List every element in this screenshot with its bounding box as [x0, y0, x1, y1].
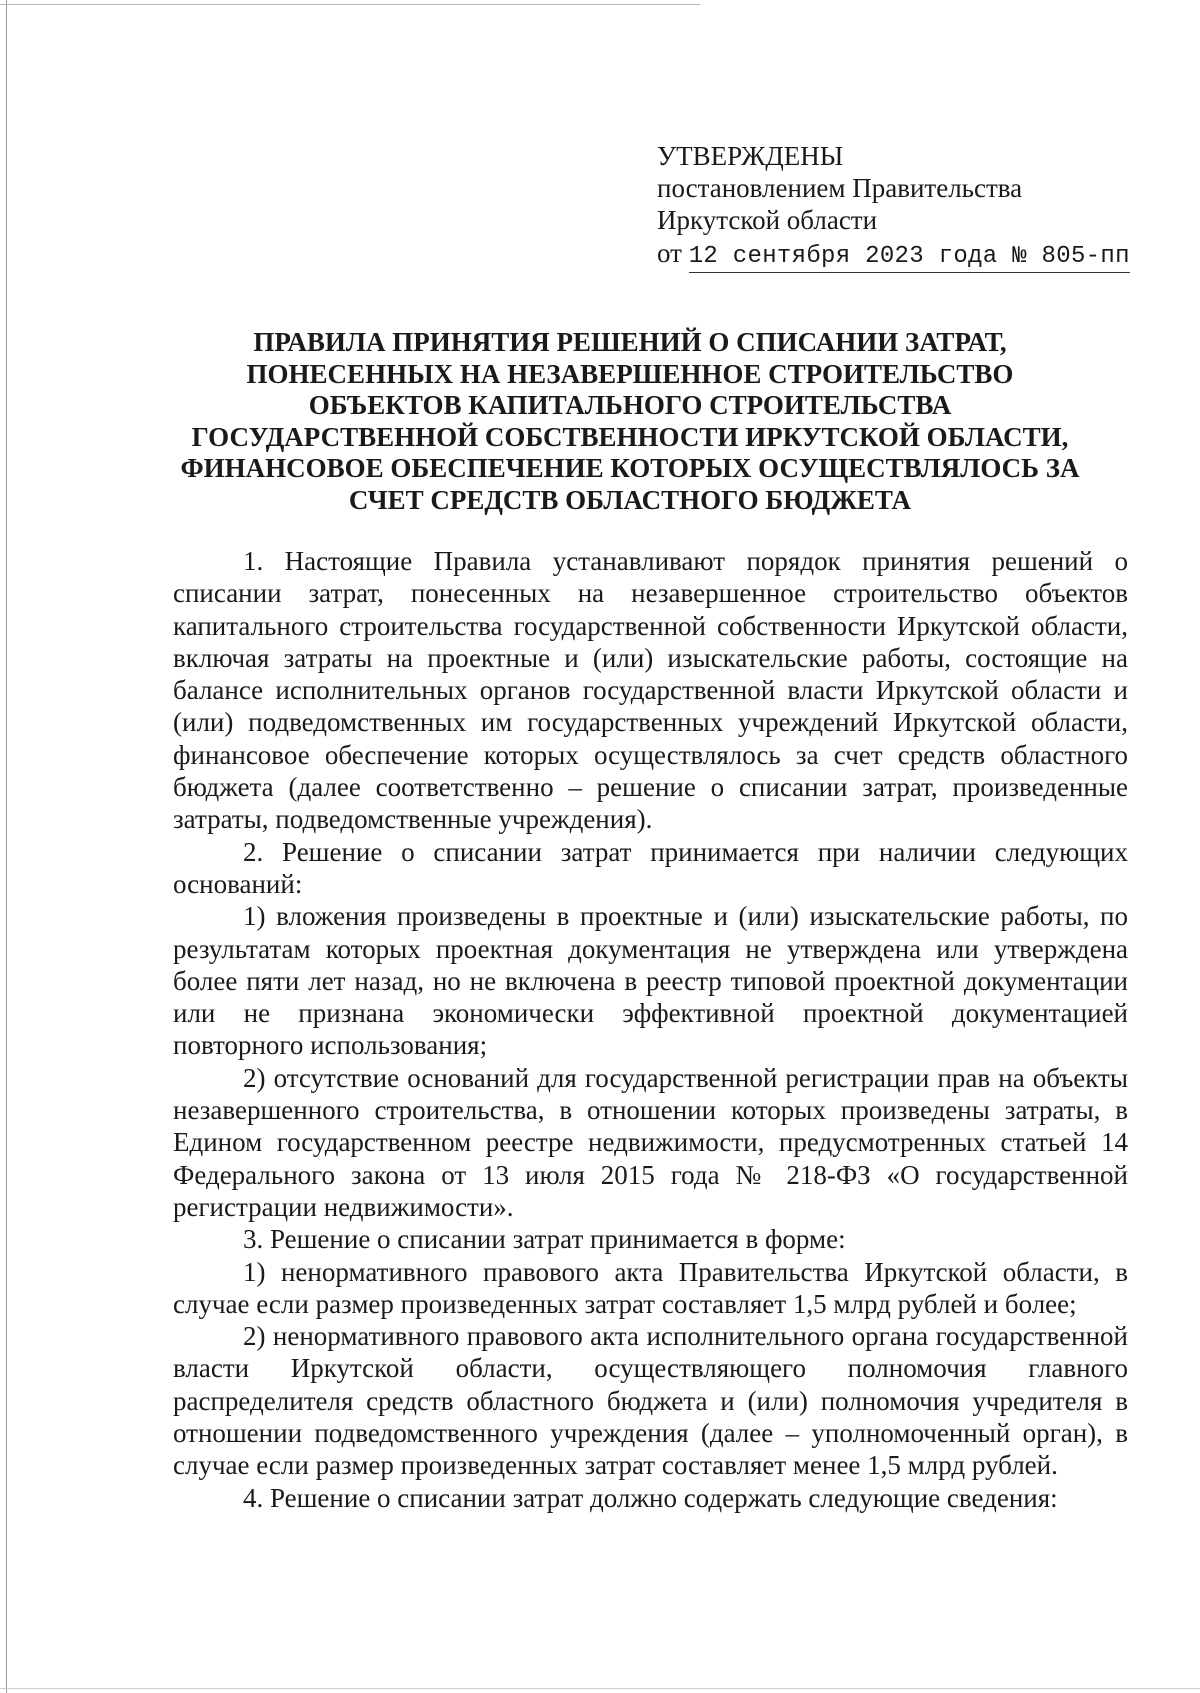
approval-stamp	[657, 140, 1177, 273]
scan-edge-top	[0, 4, 700, 5]
paragraph-3: 3. Решение о списании затрат принимается в форме:	[243, 1224, 846, 1255]
document-title	[150, 327, 1110, 516]
approval-date-prefix: от	[657, 238, 682, 268]
paragraph-2-item-2: 2) отсутствие оснований для государственной регистрации прав на объекты незавершенного строительства, в отношении которых произведены затраты, в Едином государственном реестре недвижимости, предусмотренных статьей 14 Федерального закона от 13 июля 2015 года № 218-ФЗ «О государственной регистрации недвижимости».	[173, 1062, 1128, 1222]
paragraph-1: 1. Настоящие Правила устанавливают порядок принятия решений о списании затрат, понесенных на незавершенное строительство объектов капитального строительства государственной собственности Иркутской области, включая затраты на проектные и (или) изыскательские работы, состоящие на балансе исполнительных органов государственной власти Иркутской области и (или) подведомственных им государственных учреждений Иркутской области, финансовое обеспечение которых осуществлялось за счет средств областного бюджета (далее соответственно – решение о списании затрат, произведенные затраты, подведомственные учреждения).	[173, 546, 1128, 835]
paragraph-2: 2. Решение о списании затрат принимается при наличии следующих оснований:	[173, 836, 1128, 899]
title-line: ПРАВИЛА ПРИНЯТИЯ РЕШЕНИЙ О СПИСАНИИ ЗАТРАТ,	[253, 327, 1007, 357]
title-line: ОБЪЕКТОВ КАПИТАЛЬНОГО СТРОИТЕЛЬСТВА	[308, 390, 952, 420]
approval-line-resolution: постановлением Правительства	[657, 173, 1023, 203]
scan-edge-left	[6, 0, 7, 1693]
paragraph-2-item-1: 1) вложения произведены в проектные и (или) изыскательские работы, по результатам которых проектная документация не утверждена или утверждена более пяти лет назад, но не включена в реестр типовой проектной документации или не признана экономически эффективной проектной документацией повторного использования;	[173, 901, 1128, 1061]
title-line: ПОНЕСЕННЫХ НА НЕЗАВЕРШЕННОЕ СТРОИТЕЛЬСТВО	[246, 358, 1014, 389]
title-line: СЧЕТ СРЕДСТВ ОБЛАСТНОГО БЮДЖЕТА	[348, 484, 912, 515]
approval-heading: УТВЕРЖДЕНЫ	[657, 141, 844, 171]
approval-line-region: Иркутской области	[657, 205, 878, 235]
approval-date-line	[657, 237, 1177, 273]
title-line: ФИНАНСОВОЕ ОБЕСПЕЧЕНИЕ КОТОРЫХ ОСУЩЕСТВЛЯЛОСЬ ЗА	[180, 453, 1080, 483]
document-body	[173, 545, 1128, 1514]
title-line: ГОСУДАРСТВЕННОЙ СОБСТВЕННОСТИ ИРКУТСКОЙ ОБЛАСТИ,	[191, 421, 1069, 452]
approval-date-value: 12 сентября 2023 года № 805-пп	[689, 243, 1130, 273]
paragraph-3-item-2: 2) ненормативного правового акта исполнительного органа государственной власти Иркутской области, осуществляющего полномочия главного распределителя средств областного бюджета и (или) полномочия учредителя в отношении подведомственного учреждения (далее – уполномоченный орган), в случае если размер произведенных затрат составляет менее 1,5 млрд рублей.	[173, 1321, 1128, 1481]
paragraph-3-item-1: 1) ненормативного правового акта Правительства Иркутской области, в случае если размер произведенных затрат составляет 1,5 млрд рублей и более;	[173, 1256, 1128, 1319]
scan-edge-bottom	[0, 1688, 1200, 1689]
paragraph-4: 4. Решение о списании затрат должно содержать следующие сведения:	[243, 1482, 1058, 1513]
